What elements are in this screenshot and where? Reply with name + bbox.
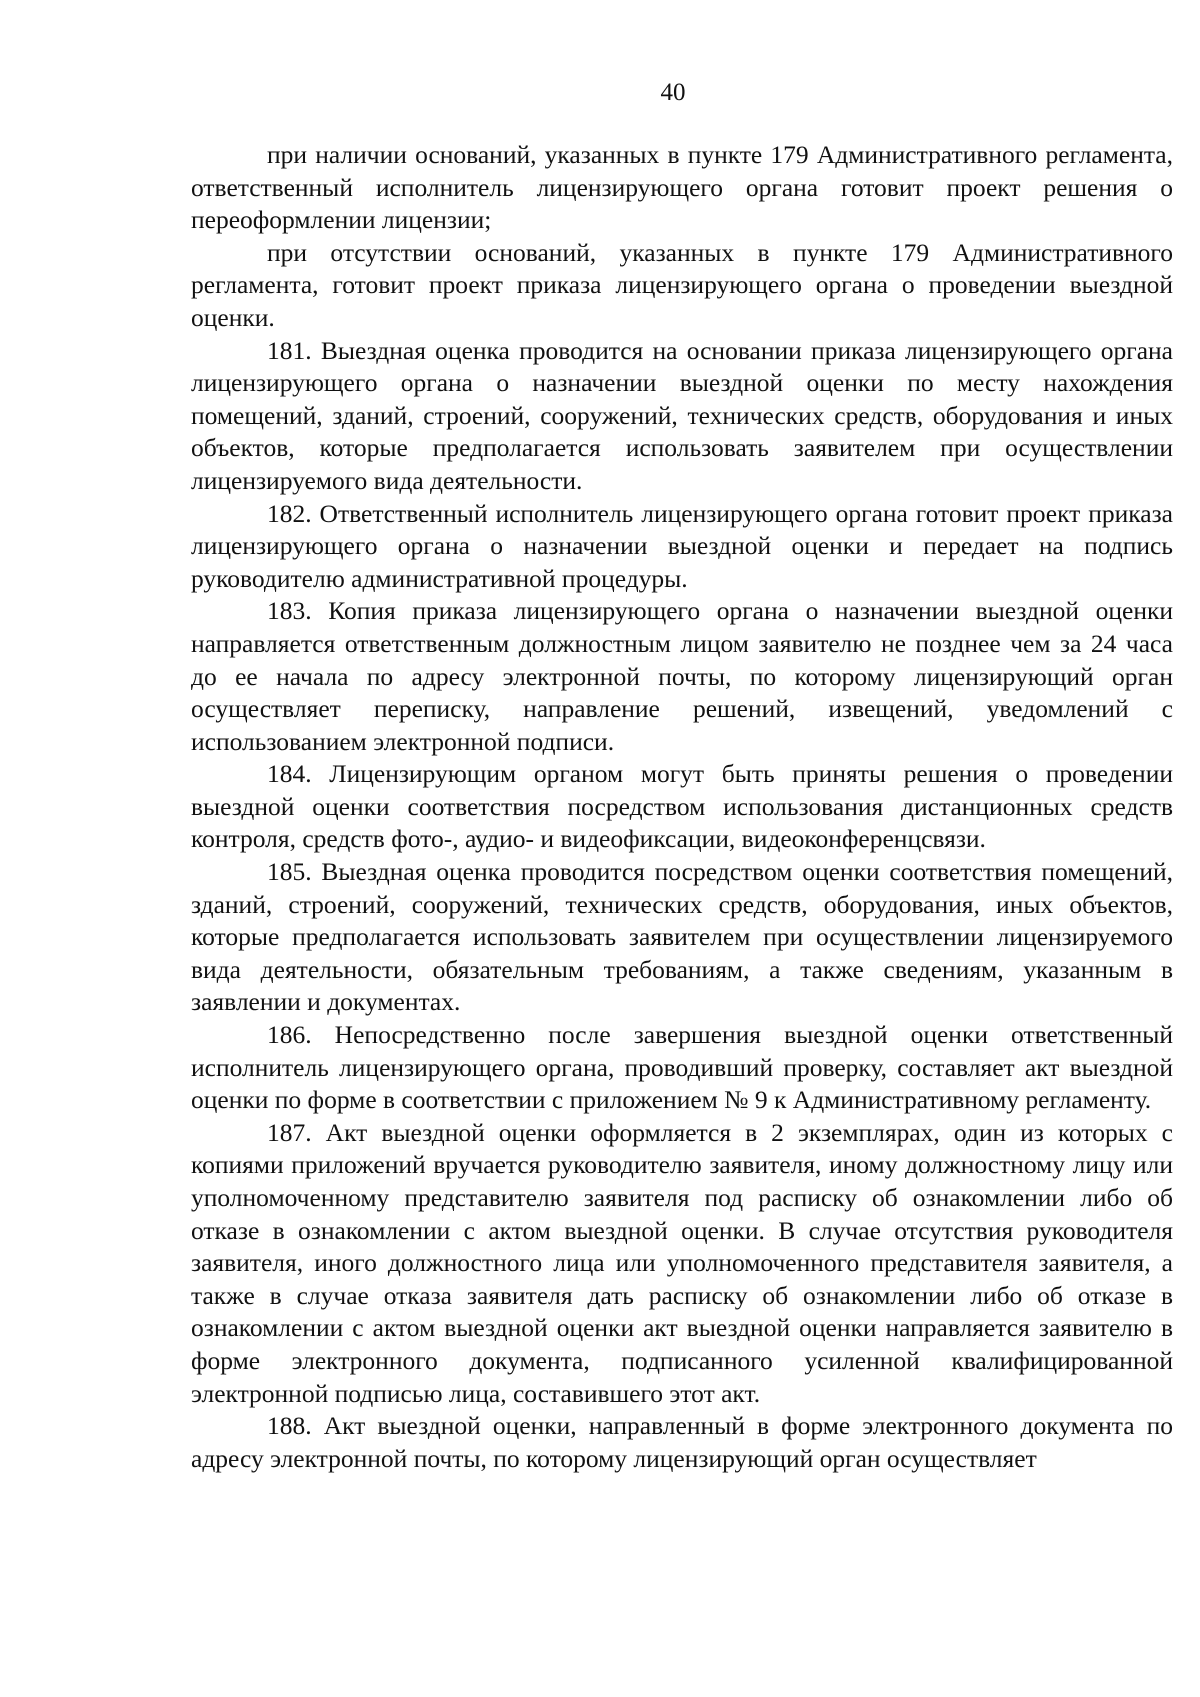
paragraph-185: 185. Выездная оценка проводится посредством оценки соответствия помещений, зданий, строений, сооружений, технических средств, оборудования, иных объектов, которые предполагается использовать заявителем при осуществлении лицензируемого вида деятельности, обязательным требованиям, а также сведениям, указанным в заявлении и документах. — [191, 857, 1173, 1017]
paragraph-183: 183. Копия приказа лицензирующего органа о назначении выездной оценки направляется ответственным должностным лицом заявителю не позднее чем за 24 часа до ее начала по адресу электронной почты, по которому лицензирующий орган осуществляет переписку, направление решений, извещений, уведомлений с использованием электронной подписи. — [191, 596, 1173, 756]
paragraph-187: 187. Акт выездной оценки оформляется в 2 экземплярах, один из которых с копиями приложений вручается руководителю заявителя, иному должностному лицу или уполномоченному представителю заявителя под расписку об ознакомлении либо об отказе в ознакомлении с актом выездной оценки. В случае отсутствия руководителя заявителя, иного должностного лица или уполномоченного представителя заявителя, а также в случае отказа заявителя дать расписку об ознакомлении либо об отказе в ознакомлении с актом выездной оценки акт выездной оценки направляется заявителю в форме электронного документа, подписанного усиленной квалифицированной электронной подписью лица, составившего этот акт. — [191, 1117, 1173, 1408]
paragraph-184: 184. Лицензирующим органом могут быть приняты решения о проведении выездной оценки соответствия посредством использования дистанционных средств контроля, средств фото-, аудио- и видеофиксации, видеоконференцсвязи. — [191, 759, 1173, 854]
paragraph-182: 182. Ответственный исполнитель лицензирующего органа готовит проект приказа лицензирующего органа о назначении выездной оценки и передает на подпись руководителю административной процедуры. — [191, 498, 1173, 593]
paragraph-grounds-absent: при отсутствии оснований, указанных в пункте 179 Административного регламента, готовит проект приказа лицензирующего органа о проведении выездной оценки. — [191, 237, 1173, 332]
paragraph-grounds-present: при наличии оснований, указанных в пункте 179 Административного регламента, ответственный исполнитель лицензирующего органа готовит проект решения о переоформлении лицензии; — [191, 140, 1173, 235]
page-number: 40 — [660, 79, 686, 106]
document-body — [191, 139, 1173, 1475]
paragraph-181: 181. Выездная оценка проводится на основании приказа лицензирующего органа лицензирующего органа о назначении выездной оценки по месту нахождения помещений, зданий, строений, сооружений, технических средств, оборудования и иных объектов, которые предполагается использовать заявителем при осуществлении лицензируемого вида деятельности. — [191, 335, 1173, 495]
paragraph-188: 188. Акт выездной оценки, направленный в форме электронного документа по адресу электронной почты, по которому лицензирующий орган осуществляет — [191, 1411, 1173, 1473]
paragraph-186: 186. Непосредственно после завершения выездной оценки ответственный исполнитель лицензирующего органа, проводивший проверку, составляет акт выездной оценки по форме в соответствии с приложением № 9 к Административному регламенту. — [191, 1020, 1173, 1115]
